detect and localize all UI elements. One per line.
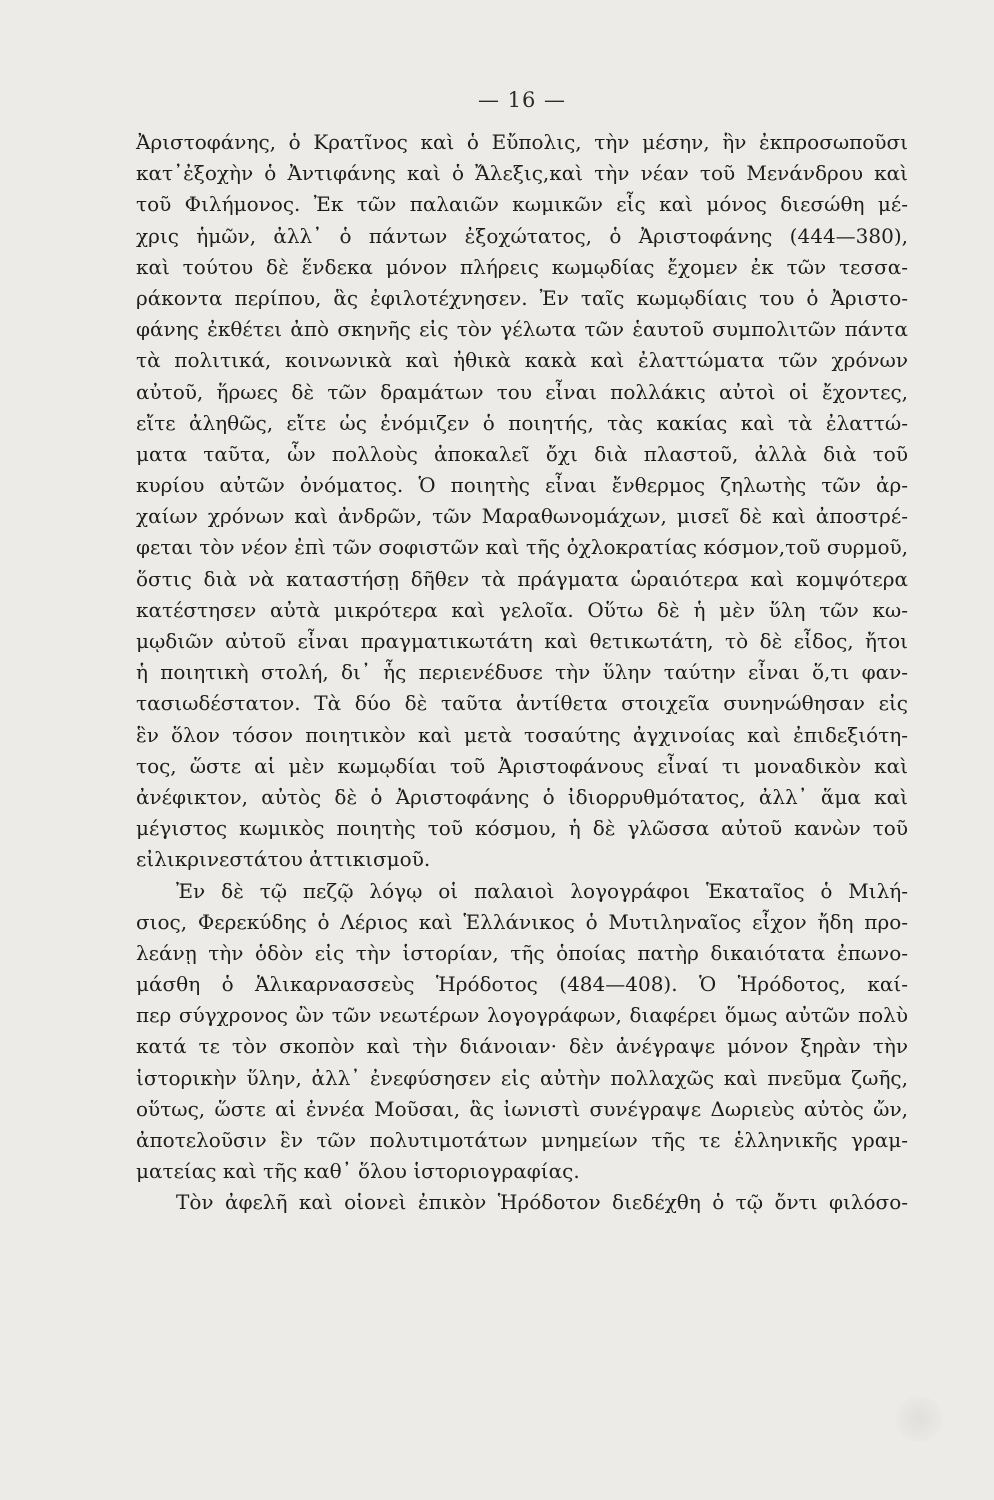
text-line: λεάνῃ τὴν ὁδὸν εἰς τὴν ἱστορίαν, τῆς ὁποίας πατὴρ δικαιότατα ἐπωνο- (136, 940, 908, 965)
text-line: Ἐν δὲ τῷ πεζῷ λόγῳ οἱ παλαιοὶ λογογράφοι Ἑκαταῖος ὁ Μιλή- (176, 878, 908, 903)
text-line: τὰ πολιτικά, κοινωνικὰ καὶ ἠθικὰ κακὰ καὶ ἐλαττώματα τῶν χρόνων (136, 348, 908, 373)
text-line: οὕτως, ὥστε αἱ ἐννέα Μοῦσαι, ἃς ἰωνιστὶ συνέγραψε Δωριεὺς αὐτὸς ὤν, (136, 1096, 908, 1121)
text-line: χρις ἡμῶν, ἀλλ᾿ ὁ πάντων ἐξοχώτατος, ὁ Ἀριστοφάνης (444—380), (136, 223, 908, 248)
text-line: κυρίου αὐτῶν ὀνόματος. Ὁ ποιητὴς εἶναι ἔνθερμος ζηλωτὴς τῶν ἀρ- (136, 473, 908, 498)
text-line: χαίων χρόνων καὶ ἀνδρῶν, τῶν Μαραθωνομάχων, μισεῖ δὲ καὶ ἀποστρέ- (136, 504, 908, 529)
text-line: Τὸν ἀφελῆ καὶ οἱονεὶ ἐπικὸν Ἡρόδοτον διεδέχθη ὁ τῷ ὄντι φιλόσο- (176, 1190, 908, 1215)
text-line: τασιωδέστατον. Τὰ δύο δὲ ταῦτα ἀντίθετα στοιχεῖα συνηνώθησαν εἰς (136, 691, 908, 716)
text-line: μῳδιῶν αὐτοῦ εἶναι πραγματικωτάτη καὶ θετικωτάτη, τὸ δὲ εἶδος, ἤτοι (136, 629, 908, 653)
text-line: περ σύγχρονος ὢν τῶν νεωτέρων λογογράφων, διαφέρει ὅμως αὐτῶν πολὺ (136, 1003, 908, 1028)
text-line: ἀποτελοῦσιν ἓν τῶν πολυτιμοτάτων μνημείων τῆς τε ἑλληνικῆς γραμ- (136, 1128, 908, 1152)
text-line: ὅστις διὰ νὰ καταστήσῃ δῆθεν τὰ πράγματα ὡραιότερα καὶ κομψότερα (136, 566, 908, 591)
text-line: καὶ τούτου δὲ ἕνδεκα μόνον πλήρεις κωμῳδίας ἔχομεν ἐκ τῶν τεσσα- (136, 254, 908, 279)
text-line: κατ᾿ἐξοχὴν ὁ Ἀντιφάνης καὶ ὁ Ἄλεξις,καὶ τὴν νέαν τοῦ Μενάνδρου καὶ (136, 161, 908, 186)
text-line: εἴτε ἀληθῶς, εἴτε ὡς ἐνόμιζεν ὁ ποιητής, τὰς κακίας καὶ τὰ ἐλαττώ- (136, 410, 908, 435)
text-line: ἀνέφικτον, αὐτὸς δὲ ὁ Ἀριστοφάνης ὁ ἰδιορρυθμότατος, ἀλλ᾿ ἅμα καὶ (136, 784, 908, 809)
text-line: Ἀριστοφάνης, ὁ Κρατῖνος καὶ ὁ Εὔπολις, τὴν μέσην, ἣν ἐκπροσωποῦσι (136, 130, 908, 154)
text-line: ἓν ὅλον τόσον ποιητικὸν καὶ μετὰ τοσαύτης ἀγχινοίας καὶ ἐπιδεξιότη- (136, 722, 908, 747)
page-number: — 16 — (477, 88, 567, 112)
text-line: κατά τε τὸν σκοπὸν καὶ τὴν διάνοιαν· δὲν ἀνέγραψε μόνον ξηρὰν τὴν (136, 1034, 908, 1059)
text-line: τος, ὥστε αἱ μὲν κωμῳδίαι τοῦ Ἀριστοφάνους εἶναί τι μοναδικὸν καὶ (136, 753, 908, 778)
text-line: ματείας καὶ τῆς καθ᾿ ὅλου ἱστοριογραφίας. (136, 1159, 580, 1184)
text-line: φάνης ἐκθέτει ἀπὸ σκηνῆς εἰς τὸν γέλωτα τῶν ἑαυτοῦ συμπολιτῶν πάντα (136, 317, 908, 342)
text-line: ματα ταῦτα, ὧν πολλοὺς ἀποκαλεῖ ὄχι διὰ πλαστοῦ, ἀλλὰ διὰ τοῦ (136, 441, 908, 466)
text-line: κατέστησεν αὐτὰ μικρότερα καὶ γελοῖα. Οὕτω δὲ ἡ μὲν ὕλη τῶν κω- (136, 597, 908, 622)
text-line: εἰλικρινεστάτου ἀττικισμοῦ. (136, 847, 431, 872)
text-line: αὐτοῦ, ἥρωες δὲ τῶν δραμάτων του εἶναι πολλάκις αὐτοὶ οἱ ἔχοντες, (136, 379, 908, 404)
text-line: τοῦ Φιλήμονος. Ἐκ τῶν παλαιῶν κωμικῶν εἷς καὶ μόνος διεσώθη μέ- (136, 192, 908, 217)
paper-blemish (896, 1396, 942, 1442)
text-line: ἡ ποιητικὴ στολή, δι᾿ ἧς περιενέδυσε τὴν ὕλην ταύτην εἶναι ὅ,τι φαν- (136, 660, 908, 685)
text-line: φεται τὸν νέον ἐπὶ τῶν σοφιστῶν καὶ τῆς ὀχλοκρατίας κόσμον,τοῦ συρμοῦ, (136, 535, 908, 560)
text-line: μάσθη ὁ Ἁλικαρνασσεὺς Ἡρόδοτος (484—408). Ὁ Ἡρόδοτος, καί- (136, 972, 908, 997)
text-line: ἱστορικὴν ὕλην, ἀλλ᾿ ἐνεφύσησεν εἰς αὐτὴν πολλαχῶς καὶ πνεῦμα ζωῆς, (136, 1065, 908, 1090)
text-line: ράκοντα περίπου, ἃς ἐφιλοτέχνησεν. Ἐν ταῖς κωμῳδίαις του ὁ Ἀριστο- (136, 285, 908, 310)
text-line: μέγιστος κωμικὸς ποιητὴς τοῦ κόσμου, ἡ δὲ γλῶσσα αὐτοῦ κανὼν τοῦ (136, 816, 908, 841)
text-line: σιος, Φερεκύδης ὁ Λέριος καὶ Ἑλλάνικος ὁ Μυτιληναῖος εἶχον ἤδη προ- (136, 909, 908, 934)
body-text (136, 127, 908, 1219)
